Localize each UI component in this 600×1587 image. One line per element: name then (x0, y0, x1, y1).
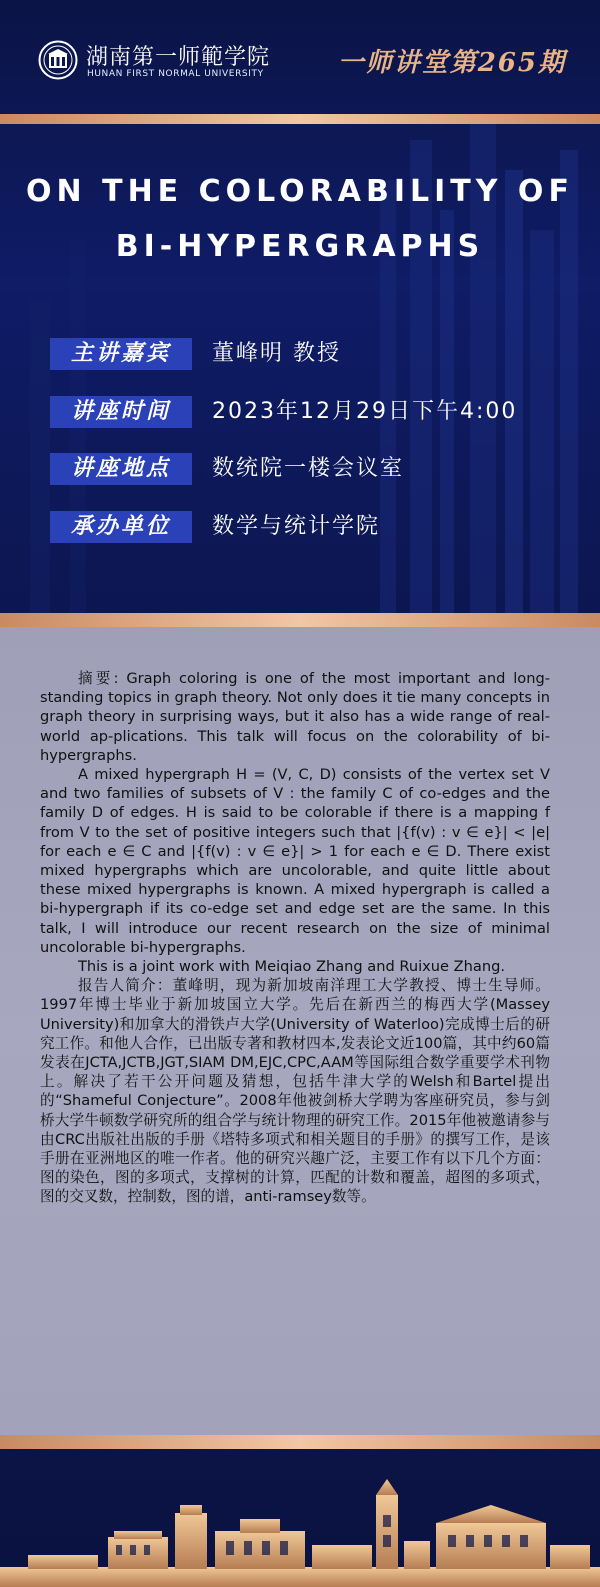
talk-title-line2: BI-HYPERGRAPHS (115, 229, 485, 264)
info-value: 数统院一楼会议室 (212, 456, 405, 481)
gold-band-middle (0, 613, 600, 627)
series-title: 一师讲堂第265期 (337, 48, 566, 78)
gold-band-top (0, 114, 600, 124)
university-emblem-icon (38, 40, 78, 80)
info-value: 数学与统计学院 (212, 514, 381, 539)
footer-panel (0, 1435, 600, 1587)
info-label: 讲座时间 (50, 396, 192, 428)
abstract-panel (0, 627, 600, 1435)
talk-title-line1: ON THE COLORABILITY OF (26, 174, 574, 209)
header-panel (0, 0, 600, 627)
school-name-cn: 湖南第一师範学院 (86, 45, 271, 70)
speaker-bio: 报告人简介：董峰明，现为新加坡南洋理工大学教授、博士生导师。1997年博士毕业于新加坡国立大学。先后在新西兰的梅西大学(Massey University)和加拿大的滑铁卢大学(University of Waterloo)完成博士后的研究工作。和他人合作，已出版专著和教材四本,发表论文近100篇，其中约60篇发表在JCTA,JCTB,JGT,SIAM DM,EJC,CPC,AAM等国际组合数学重要学术刊物上。解决了若干公开问题及猜想，包括牛津大学的Welsh和Bartel提出的“Shameful Conjecture”。2008年他被剑桥大学聘为客座研究员，参与剑桥大学牛顿数学研究所的组合学与统计物理的研究工作。2015年他被邀请参与由CRC出版社出版的手册《塔特多项式和相关题目的手册》的撰写工作，是该手册在亚洲地区的唯一作者。他的研究兴趣广泛，主要工作有以下几个方面：图的染色，图的多项式，支撑树的计算，匹配的计数和覆盖，超图的多项式，图的交叉数，控制数，图的谱，anti-ramsey数等。 (40, 977, 550, 1206)
info-label: 主讲嘉宾 (50, 338, 192, 370)
header-row (0, 0, 600, 118)
info-value: 2023年12月29日下午4:00 (212, 399, 518, 424)
abstract-paragraph: A mixed hypergraph H = (V, C, D) consists of the vertex set V and two families of subsets of V : the family C of co-edges and the family D of edges. H is said to be colorable if there is a mapping f from V to the set of positive integers such that |{f(v) : v ∈ e}| < |e| for each e ∈ C and |{f(v) : v ∈ e}| > 1 for each e ∈ D. There exist mixed hypergraphs which are uncolorable, and quite little about these mixed hypergraphs is known. A mixed hypergraph is called a bi-hypergraph if its co-edge set and edge set are the same. In this talk, I will introduce our recent research on the size of minimal uncolorable bi-hypergraphs. (40, 766, 550, 956)
abstract-paragraph: This is a joint work with Meiqiao Zhang and Ruixue Zhang. (77, 958, 506, 976)
gold-band-bottom (0, 1435, 600, 1449)
abstract-paragraph: 摘要: Graph coloring is one of the most important and long-standing topics in graph theory. Not only does it tie many concepts in graph theory in surprising ways, but it also has a wide range of real-world ap-plications. This talk will focus on the colorability of bi-hypergraphs. (40, 670, 550, 764)
info-value: 董峰明 教授 (212, 341, 341, 366)
abstract-text (40, 669, 550, 1207)
info-label: 承办单位 (50, 511, 192, 543)
info-label: 讲座地点 (50, 453, 192, 485)
campus-skyline-illustration (0, 1475, 600, 1587)
school-name-en: HUNAN FIRST NORMAL UNIVERSITY (87, 69, 264, 79)
